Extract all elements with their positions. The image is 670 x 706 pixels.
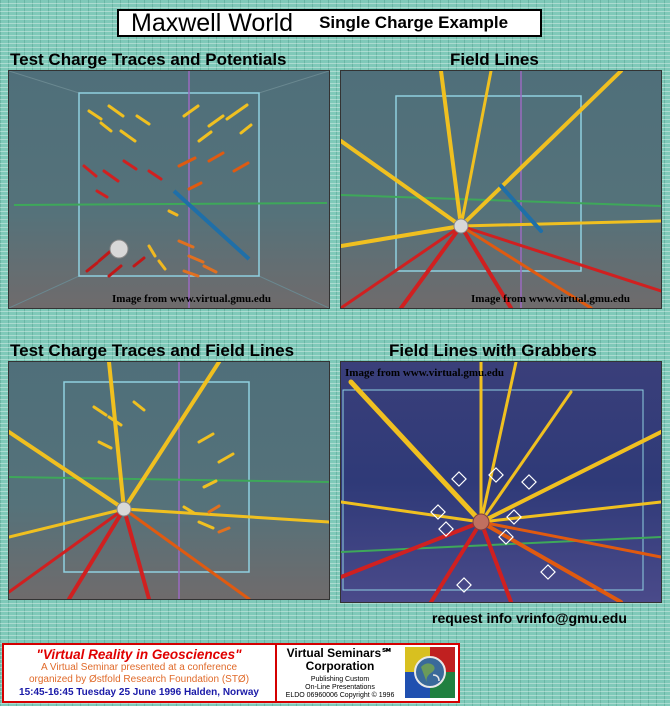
company-name-2: Corporation xyxy=(305,659,375,673)
traces-field-lines-image xyxy=(9,362,329,599)
field-lines-grabbers-image xyxy=(341,362,661,602)
seminar-title: "Virtual Reality in Geosciences" xyxy=(36,647,242,662)
title-banner xyxy=(117,9,542,37)
panel-field-lines-grabbers xyxy=(340,361,662,603)
panel-3-title: Test Charge Traces and Field Lines xyxy=(10,341,295,360)
company-tagline-1: Publishing Custom xyxy=(310,676,370,683)
panel-1-credit: Image from www.virtual.gmu.edu xyxy=(112,293,271,305)
panel-field-lines xyxy=(340,70,662,309)
request-info[interactable]: request info vrinfo@gmu.edu xyxy=(432,610,627,626)
panel-traces-field-lines xyxy=(8,361,330,600)
company-tagline-2: On-Line Presentations xyxy=(305,684,375,691)
traces-potentials-image xyxy=(9,71,329,308)
page-title: Maxwell World xyxy=(131,8,294,37)
panel-1-title: Test Charge Traces and Potentials xyxy=(10,50,287,69)
panel-2-title: Field Lines xyxy=(450,50,539,69)
company-copyright: ELDO 06960006 Copyright © 1996 xyxy=(285,692,395,699)
footer-banner xyxy=(2,643,460,703)
company-name-1: Virtual Seminars℠ xyxy=(286,646,394,660)
globe-logo-icon[interactable] xyxy=(403,645,458,701)
page-subtitle: Single Charge Example xyxy=(319,13,509,32)
seminar-info xyxy=(4,645,274,701)
seminar-line-1: A Virtual Seminar presented at a conference xyxy=(40,662,238,673)
seminar-line-2: organized by Østfold Research Foundation (STØ) xyxy=(28,674,250,685)
panel-2-credit: Image from www.virtual.gmu.edu xyxy=(471,293,630,305)
panel-4-credit: Image from www.virtual.gmu.edu xyxy=(345,367,504,379)
panel-traces-potentials xyxy=(8,70,330,309)
panel-4-title: Field Lines with Grabbers xyxy=(389,341,597,360)
seminar-date: 15:45-16:45 Tuesday 25 June 1996 Halden, Norway xyxy=(19,687,259,698)
field-lines-image xyxy=(341,71,661,308)
company-info xyxy=(275,645,403,701)
